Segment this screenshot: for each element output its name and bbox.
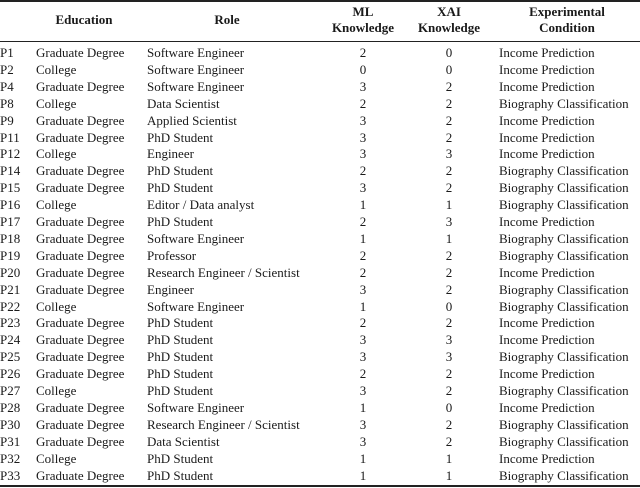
participant-id: P11 <box>0 129 20 145</box>
participant-id: P25 <box>0 349 21 365</box>
ml-knowledge-cell: 1 <box>359 467 367 483</box>
ml-knowledge-cell: 2 <box>359 366 367 382</box>
education-cell: College <box>36 383 77 398</box>
ml-knowledge-cell: 1 <box>359 399 367 415</box>
participant-id: P15 <box>0 180 21 196</box>
education-cell: Graduate Degree <box>36 214 125 229</box>
ml-knowledge-cell: 3 <box>359 112 367 128</box>
xai-knowledge-cell: 2 <box>445 163 453 179</box>
ml-knowledge-cell: 1 <box>359 450 367 466</box>
xai-knowledge-cell: 2 <box>445 433 453 449</box>
participant-id: P17 <box>0 214 21 229</box>
ml-knowledge-cell: 2 <box>359 45 367 60</box>
table-row <box>0 450 640 467</box>
education-cell: College <box>36 298 77 314</box>
education-cell: Graduate Degree <box>36 416 125 432</box>
condition-cell: Income Prediction <box>499 129 595 145</box>
ml-knowledge-cell: 2 <box>359 315 367 331</box>
ml-knowledge-cell: 0 <box>359 61 367 77</box>
bottom-rule <box>0 485 640 487</box>
role-cell: Data Scientist <box>147 433 220 449</box>
role-cell: PhD Student <box>147 366 214 382</box>
participant-id: P28 <box>0 399 21 415</box>
condition-cell: Biography Classification <box>499 197 629 213</box>
role-cell: Software Engineer <box>147 45 245 60</box>
education-cell: College <box>36 197 77 213</box>
condition-cell: Income Prediction <box>499 146 595 162</box>
table-row <box>0 179 640 196</box>
condition-cell: Income Prediction <box>499 315 595 331</box>
condition-cell: Income Prediction <box>499 61 595 77</box>
participant-id: P26 <box>0 366 21 382</box>
xai-knowledge-cell: 3 <box>445 349 453 365</box>
xai-knowledge-cell: 1 <box>445 230 453 246</box>
ml-knowledge-cell: 1 <box>359 197 367 213</box>
role-cell: PhD Student <box>147 383 214 398</box>
education-cell: Graduate Degree <box>36 264 125 280</box>
education-cell: Graduate Degree <box>36 112 125 128</box>
xai-knowledge-cell: 3 <box>445 332 453 348</box>
role-cell: PhD Student <box>147 332 214 348</box>
ml-knowledge-cell: 3 <box>359 78 367 94</box>
xai-knowledge-cell: 3 <box>445 214 453 229</box>
participant-id: P24 <box>0 332 21 348</box>
participant-id: P12 <box>0 146 21 162</box>
participant-id: P27 <box>0 383 21 398</box>
table-row <box>0 433 640 450</box>
header-cond-line1: Experimental <box>529 4 605 19</box>
participant-id: P2 <box>0 61 14 77</box>
xai-knowledge-cell: 0 <box>445 61 453 77</box>
condition-cell: Income Prediction <box>499 78 595 94</box>
xai-knowledge-cell: 2 <box>445 281 453 297</box>
table-row <box>0 264 640 281</box>
header-xai-knowledge <box>409 4 489 36</box>
xai-knowledge-cell: 2 <box>445 180 453 196</box>
condition-cell: Income Prediction <box>499 112 595 128</box>
participant-id: P32 <box>0 450 21 466</box>
education-cell: Graduate Degree <box>36 78 125 94</box>
xai-knowledge-cell: 2 <box>445 416 453 432</box>
education-cell: Graduate Degree <box>36 332 125 348</box>
education-cell: Graduate Degree <box>36 433 125 449</box>
role-cell: PhD Student <box>147 467 214 483</box>
role-cell: PhD Student <box>147 349 214 365</box>
xai-knowledge-cell: 1 <box>445 467 453 483</box>
condition-cell: Biography Classification <box>499 349 629 365</box>
table-row <box>0 247 640 264</box>
condition-cell: Income Prediction <box>499 264 595 280</box>
condition-cell: Biography Classification <box>499 95 629 111</box>
xai-knowledge-cell: 0 <box>445 45 453 60</box>
header-role: Role <box>214 12 240 27</box>
header-cond-line2: Condition <box>539 20 595 35</box>
condition-cell: Biography Classification <box>499 281 629 297</box>
header-experimental-condition <box>507 4 627 36</box>
xai-knowledge-cell: 2 <box>445 264 453 280</box>
education-cell: College <box>36 450 77 466</box>
condition-cell: Biography Classification <box>499 230 629 246</box>
role-cell: Professor <box>147 247 197 263</box>
ml-knowledge-cell: 3 <box>359 433 367 449</box>
participant-id: P20 <box>0 264 21 280</box>
condition-cell: Income Prediction <box>499 366 595 382</box>
role-cell: Research Engineer / Scientist <box>147 264 300 280</box>
table-row <box>0 196 640 213</box>
role-cell: PhD Student <box>147 163 214 179</box>
top-rule <box>0 0 640 2</box>
xai-knowledge-cell: 2 <box>445 95 453 111</box>
ml-knowledge-cell: 3 <box>359 383 367 398</box>
table-row <box>0 230 640 247</box>
condition-cell: Biography Classification <box>499 298 629 314</box>
education-cell: College <box>36 146 77 162</box>
condition-cell: Biography Classification <box>499 180 629 196</box>
table-row <box>0 399 640 416</box>
xai-knowledge-cell: 2 <box>445 129 453 145</box>
ml-knowledge-cell: 2 <box>359 264 367 280</box>
participant-id: P18 <box>0 230 21 246</box>
participant-id: P9 <box>0 112 14 128</box>
role-cell: Engineer <box>147 146 194 162</box>
participant-id: P19 <box>0 247 21 263</box>
xai-knowledge-cell: 3 <box>445 146 453 162</box>
table-row <box>0 44 640 61</box>
condition-cell: Biography Classification <box>499 433 629 449</box>
ml-knowledge-cell: 1 <box>359 230 367 246</box>
participant-id: P33 <box>0 467 21 483</box>
role-cell: Editor / Data analyst <box>147 197 255 213</box>
table-row <box>0 145 640 162</box>
xai-knowledge-cell: 1 <box>445 450 453 466</box>
xai-knowledge-cell: 2 <box>445 247 453 263</box>
education-cell: Graduate Degree <box>36 247 125 263</box>
condition-cell: Income Prediction <box>499 214 595 229</box>
xai-knowledge-cell: 2 <box>445 366 453 382</box>
ml-knowledge-cell: 3 <box>359 281 367 297</box>
xai-knowledge-cell: 0 <box>445 399 453 415</box>
condition-cell: Biography Classification <box>499 467 629 483</box>
header-ml-line2: Knowledge <box>331 20 395 35</box>
role-cell: Applied Scientist <box>147 112 237 128</box>
role-cell: Engineer <box>147 281 194 297</box>
role-cell: PhD Student <box>147 129 214 145</box>
ml-knowledge-cell: 3 <box>359 332 367 348</box>
xai-knowledge-cell: 2 <box>445 383 453 398</box>
ml-knowledge-cell: 2 <box>359 247 367 263</box>
role-cell: Data Scientist <box>147 95 220 111</box>
participant-id: P14 <box>0 163 21 179</box>
education-cell: Graduate Degree <box>36 281 125 297</box>
education-cell: Graduate Degree <box>36 366 125 382</box>
condition-cell: Income Prediction <box>499 399 595 415</box>
education-cell: Graduate Degree <box>36 180 125 196</box>
ml-knowledge-cell: 2 <box>359 95 367 111</box>
participant-id: P16 <box>0 197 21 213</box>
ml-knowledge-cell: 1 <box>359 298 367 314</box>
condition-cell: Income Prediction <box>499 45 595 60</box>
xai-knowledge-cell: 1 <box>445 197 453 213</box>
table-row <box>0 95 640 112</box>
participant-id: P31 <box>0 433 21 449</box>
table-row <box>0 365 640 382</box>
role-cell: Software Engineer <box>147 61 245 77</box>
header-ml-line1: ML <box>352 4 374 19</box>
ml-knowledge-cell: 3 <box>359 129 367 145</box>
ml-knowledge-cell: 2 <box>359 214 367 229</box>
table-row <box>0 314 640 331</box>
table-row <box>0 331 640 348</box>
role-cell: Software Engineer <box>147 298 245 314</box>
role-cell: PhD Student <box>147 315 214 331</box>
table-row <box>0 467 640 484</box>
education-cell: Graduate Degree <box>36 349 125 365</box>
participant-id: P4 <box>0 78 14 94</box>
participant-id: P23 <box>0 315 21 331</box>
header-xai-line2: Knowledge <box>417 20 481 35</box>
table-row <box>0 129 640 146</box>
xai-knowledge-cell: 2 <box>445 112 453 128</box>
role-cell: Software Engineer <box>147 399 245 415</box>
role-cell: Software Engineer <box>147 78 245 94</box>
table-row <box>0 78 640 95</box>
participant-id: P30 <box>0 416 21 432</box>
ml-knowledge-cell: 2 <box>359 163 367 179</box>
ml-knowledge-cell: 3 <box>359 349 367 365</box>
role-cell: Research Engineer / Scientist <box>147 416 300 432</box>
participant-id: P1 <box>0 45 14 60</box>
education-cell: Graduate Degree <box>36 467 125 483</box>
education-cell: Graduate Degree <box>36 129 125 145</box>
table-row <box>0 382 640 399</box>
condition-cell: Biography Classification <box>499 247 629 263</box>
xai-knowledge-cell: 2 <box>445 78 453 94</box>
header-education: Education <box>55 12 113 27</box>
participant-id: P8 <box>0 95 14 111</box>
table-row <box>0 416 640 433</box>
education-cell: Graduate Degree <box>36 315 125 331</box>
participant-id: P21 <box>0 281 21 297</box>
condition-cell: Income Prediction <box>499 332 595 348</box>
table-row <box>0 348 640 365</box>
ml-knowledge-cell: 3 <box>359 146 367 162</box>
header-ml-knowledge <box>323 4 403 36</box>
ml-knowledge-cell: 3 <box>359 416 367 432</box>
xai-knowledge-cell: 0 <box>445 298 453 314</box>
condition-cell: Biography Classification <box>499 163 629 179</box>
education-cell: Graduate Degree <box>36 399 125 415</box>
table-row <box>0 298 640 315</box>
table-row <box>0 112 640 129</box>
role-cell: PhD Student <box>147 214 214 229</box>
condition-cell: Biography Classification <box>499 383 629 398</box>
participant-id: P22 <box>0 298 21 314</box>
table-row <box>0 213 640 230</box>
role-cell: PhD Student <box>147 180 214 196</box>
education-cell: Graduate Degree <box>36 163 125 179</box>
education-cell: Graduate Degree <box>36 230 125 246</box>
education-cell: Graduate Degree <box>36 45 125 60</box>
condition-cell: Income Prediction <box>499 450 595 466</box>
table-row <box>0 162 640 179</box>
table-row <box>0 281 640 298</box>
xai-knowledge-cell: 2 <box>445 315 453 331</box>
header-rule <box>0 41 640 42</box>
ml-knowledge-cell: 3 <box>359 180 367 196</box>
condition-cell: Biography Classification <box>499 416 629 432</box>
education-cell: College <box>36 95 77 111</box>
role-cell: Software Engineer <box>147 230 245 246</box>
table-row <box>0 61 640 78</box>
header-xai-line1: XAI <box>437 4 461 19</box>
role-cell: PhD Student <box>147 450 214 466</box>
education-cell: College <box>36 61 77 77</box>
